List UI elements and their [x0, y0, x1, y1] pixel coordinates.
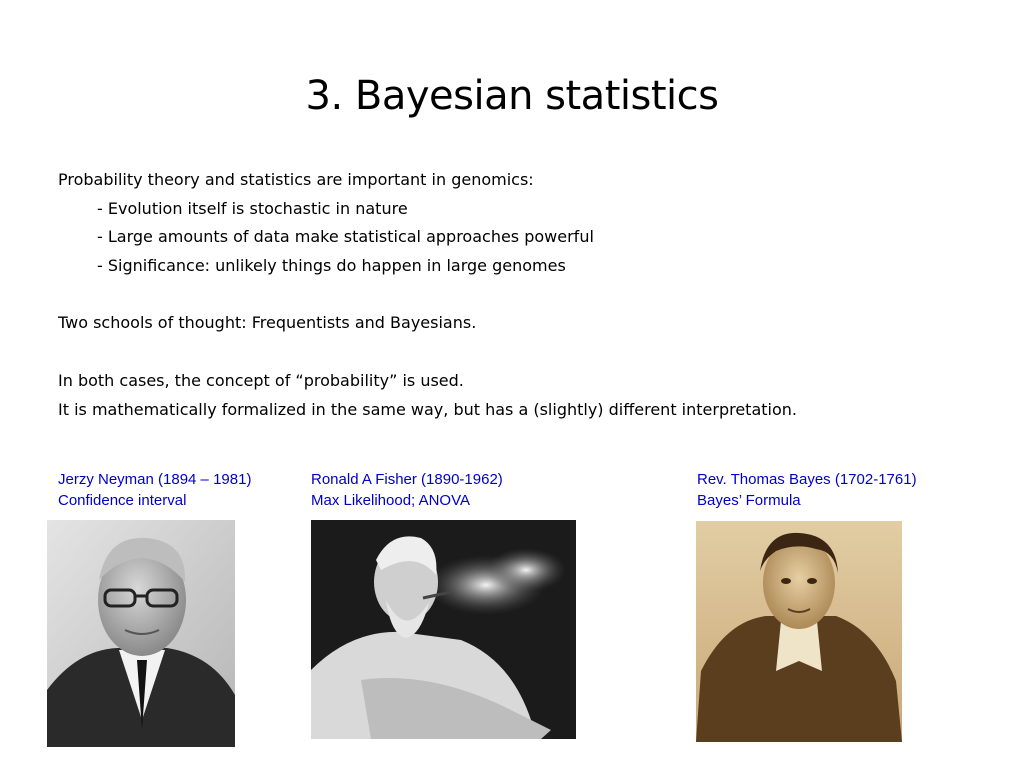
bayes-name: Rev. Thomas Bayes (1702-1761): [697, 471, 917, 488]
slide-body: [58, 166, 978, 424]
bullet-significance: - Significance: unlikely things do happen in large genomes: [97, 256, 566, 276]
bayes-portrait: [696, 521, 902, 742]
bayes-caption: [697, 469, 917, 511]
fisher-name: Ronald A Fisher (1890-1962): [311, 471, 503, 488]
schools-text: Two schools of thought: Frequentists and Bayesians.: [58, 313, 477, 333]
neyman-name: Jerzy Neyman (1894 – 1981): [58, 471, 252, 488]
fisher-note: Max Likelihood; ANOVA: [311, 492, 470, 509]
intro-text: Probability theory and statistics are important in genomics:: [58, 170, 534, 189]
neyman-caption: [58, 469, 251, 511]
concept-text-2: It is mathematically formalized in the same way, but has a (slightly) different interpretation.: [58, 399, 797, 419]
slide-title: 3. Bayesian statistics: [305, 73, 719, 119]
concept-text-1: In both cases, the concept of “probability” is used.: [58, 370, 464, 390]
fisher-portrait: [311, 520, 576, 739]
bullet-data: - Large amounts of data make statistical approaches powerful: [97, 227, 594, 247]
bullet-evolution: - Evolution itself is stochastic in nature: [97, 198, 408, 218]
fisher-caption: [311, 469, 503, 511]
neyman-portrait: [47, 520, 235, 747]
neyman-note: Confidence interval: [58, 492, 187, 509]
bayes-note: Bayes’ Formula: [697, 492, 801, 509]
